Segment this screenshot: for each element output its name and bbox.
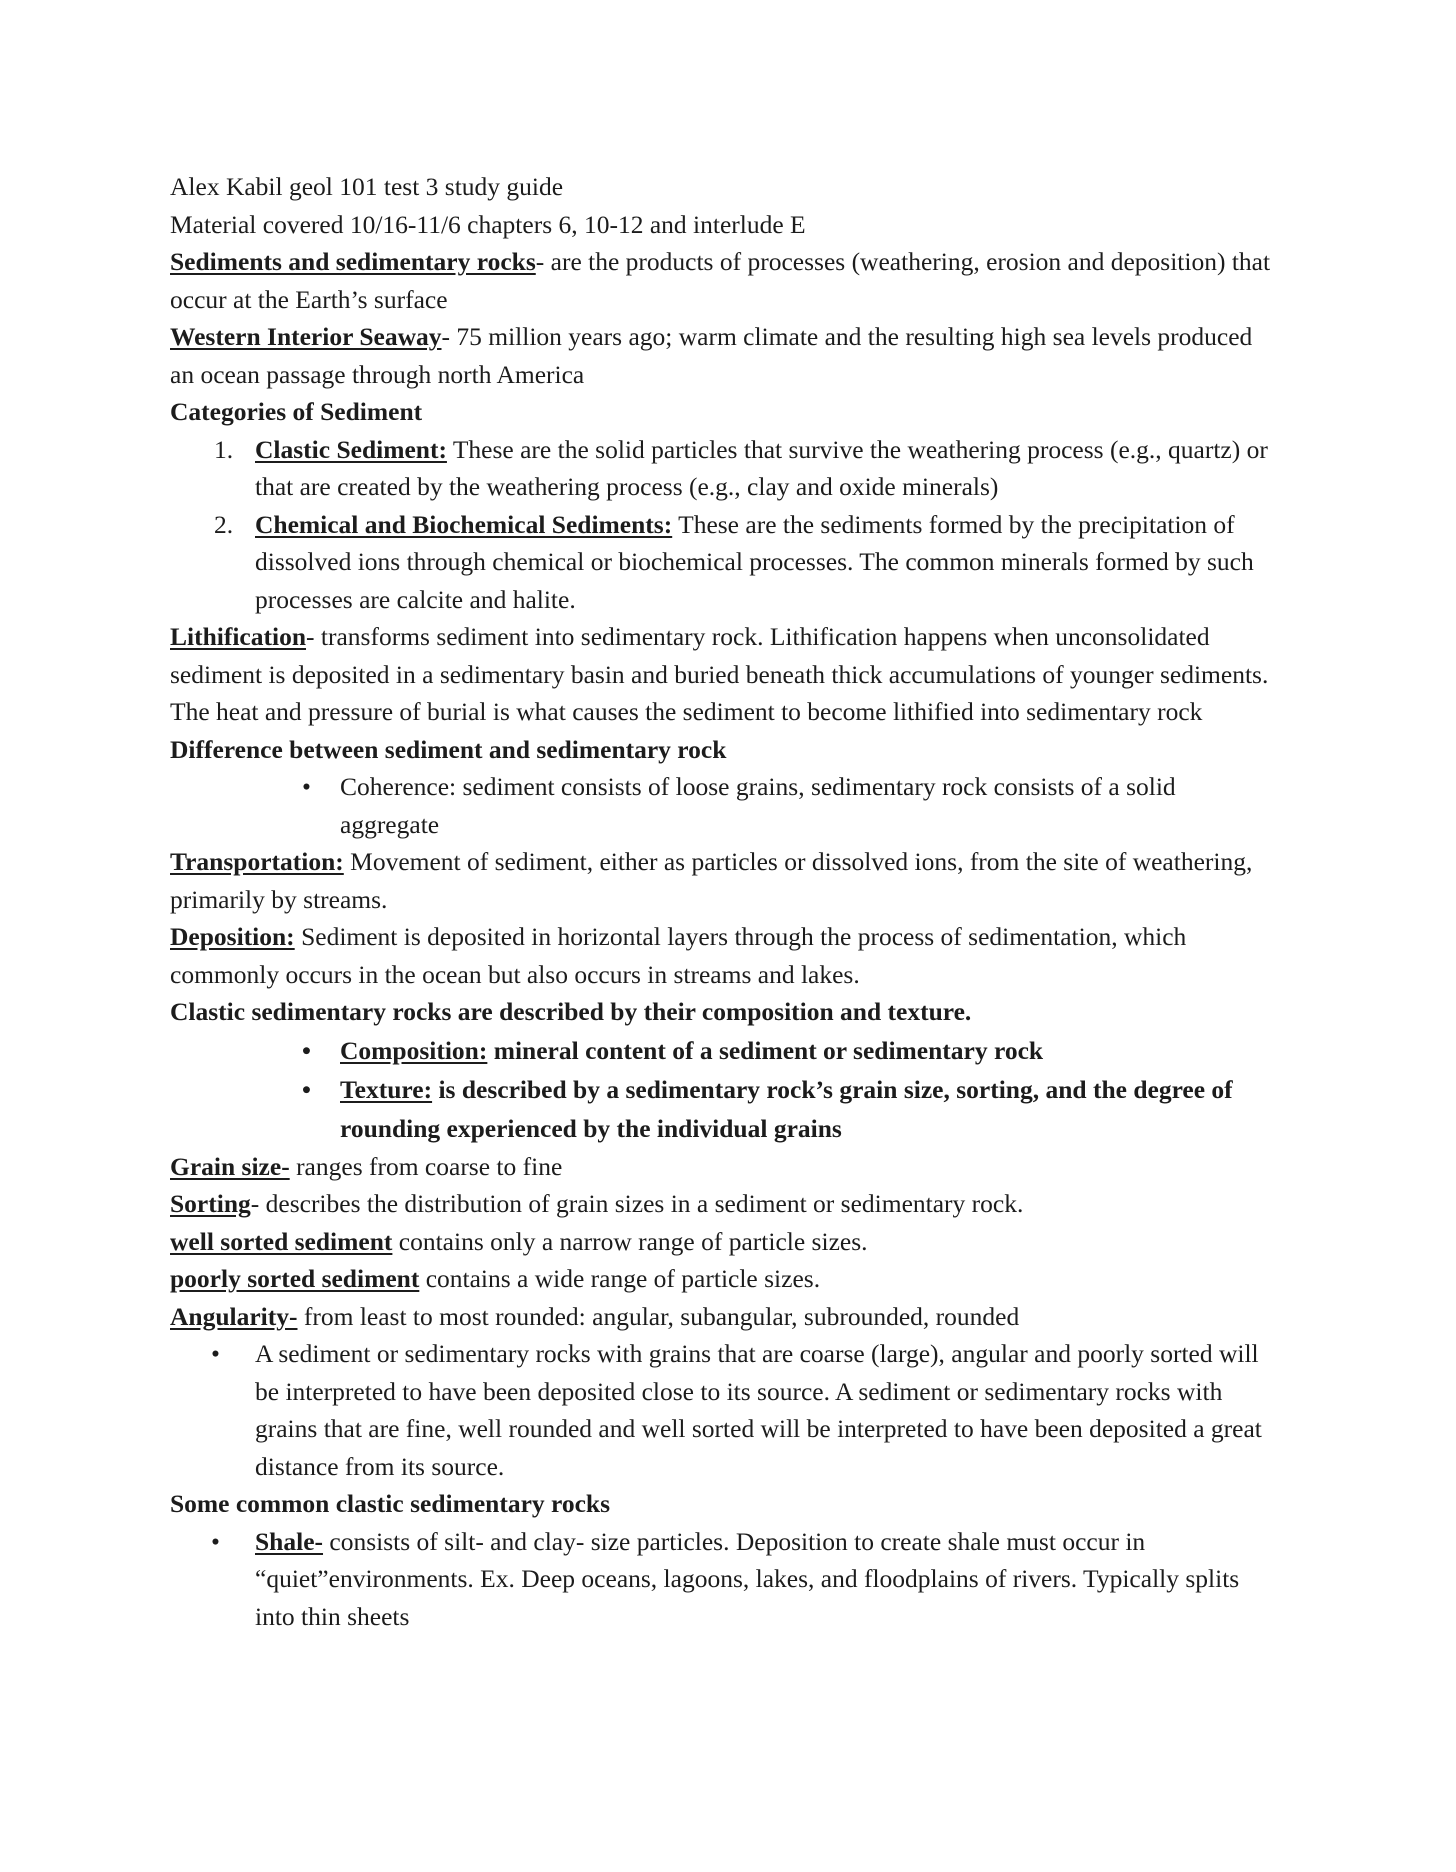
bullet-text: mineral content of a sediment or sedimentary rock <box>487 1035 1044 1065</box>
term-sorting: Sorting <box>170 1189 251 1218</box>
list-item <box>170 768 1280 843</box>
document-title: Alex Kabil geol 101 test 3 study guide <box>170 172 564 201</box>
definition-text: - 75 million years ago; warm climate and the resulting high sea levels produced an ocean passage through north America <box>170 322 1253 389</box>
term-seaway: Western Interior Seaway <box>170 322 442 351</box>
term-texture: Texture: <box>340 1074 433 1104</box>
definition-text: Sediment is deposited in horizontal layers through the process of sedimentation, which commonly occurs in the ocean but also occurs in streams and lakes. <box>170 922 1187 989</box>
list-item <box>170 431 1280 506</box>
definition-sorting <box>170 1185 1280 1223</box>
list-item <box>170 1523 1280 1636</box>
term-poorly-sorted: poorly sorted sediment <box>170 1264 420 1293</box>
categories-list <box>170 431 1280 619</box>
term-chemical-sediments: Chemical and Biochemical Sediments: <box>255 509 673 539</box>
definition-sediments <box>170 243 1280 318</box>
difference-list <box>170 768 1280 843</box>
definition-text: from least to most rounded: angular, subangular, subrounded, rounded <box>297 1301 1020 1331</box>
term-lithification: Lithification <box>170 622 307 651</box>
definition-text: - transforms sediment into sedimentary rock. Lithification happens when unconsolidated sediment is deposited in a sedimentary basin and buried beneath thick accumulations of younger sediments. The heat and pressure of burial is what causes the sediment to become lithified into sedimentary rock <box>170 622 1269 726</box>
term-well-sorted: well sorted sediment <box>170 1226 393 1256</box>
definition-poorly-sorted <box>170 1260 1280 1298</box>
term-clastic-sediment: Clastic Sediment: <box>255 434 447 464</box>
term-transportation: Transportation: <box>170 847 344 876</box>
definition-transportation <box>170 843 1280 918</box>
definition-grain-size <box>170 1148 1280 1186</box>
study-guide-page <box>170 168 1280 1635</box>
definition-lithification <box>170 618 1280 731</box>
definition-text: ranges from coarse to fine <box>289 1151 563 1181</box>
section-heading-clastic: Clastic sedimentary rocks are described by their composition and texture. <box>170 997 972 1026</box>
bullet-text: consists of silt- and clay- size particles. Deposition to create shale must occur in “quiet”environments. Ex. Deep oceans, lagoons, lakes, and floodplains of rivers. Typically splits into thin sheets <box>255 1526 1240 1631</box>
definition-text: These are the sediments formed by the precipitation of dissolved ions through chemical or biochemical processes. The common minerals formed by such processes are calcite and halite. <box>255 509 1254 614</box>
definition-seaway <box>170 318 1280 393</box>
list-number: 2. <box>214 509 234 539</box>
bullet-icon: • <box>211 1339 220 1368</box>
clastic-description-list <box>170 1031 1280 1148</box>
section-heading-common-rocks: Some common clastic sedimentary rocks <box>170 1489 611 1518</box>
definition-text: contains a wide range of particle sizes. <box>419 1264 821 1293</box>
bullet-text: Coherence: sediment consists of loose grains, sedimentary rock consists of a solid aggregate <box>340 772 1176 839</box>
list-number: 1. <box>214 434 234 464</box>
term-shale: Shale- <box>255 1526 324 1556</box>
definition-text: contains only a narrow range of particle sizes. <box>392 1226 868 1256</box>
bullet-icon: • <box>302 1074 311 1104</box>
term-composition: Composition: <box>340 1035 488 1065</box>
section-heading-difference: Difference between sediment and sedimentary rock <box>170 734 727 764</box>
section-heading-categories: Categories of Sediment <box>170 397 423 426</box>
term-angularity: Angularity- <box>170 1301 298 1331</box>
material-covered-line: Material covered 10/16-11/6 chapters 6, 10-12 and interlude E <box>170 209 806 239</box>
bullet-icon: • <box>302 1035 311 1065</box>
bullet-icon: • <box>211 1526 220 1556</box>
list-item <box>170 506 1280 619</box>
definition-text: - are the products of processes (weathering, erosion and deposition) that occur at the Earth’s surface <box>170 247 1271 314</box>
bullet-icon: • <box>302 772 311 801</box>
definition-angularity <box>170 1298 1280 1336</box>
definition-text: - describes the distribution of grain sizes in a sediment or sedimentary rock. <box>250 1189 1024 1218</box>
definition-deposition <box>170 918 1280 993</box>
list-item <box>170 1031 1280 1070</box>
bullet-text: is described by a sedimentary rock’s grain size, sorting, and the degree of rounding experienced by the individual grains <box>340 1074 1233 1143</box>
definition-well-sorted <box>170 1223 1280 1261</box>
term-sediments: Sediments and sedimentary rocks <box>170 247 536 276</box>
angularity-list <box>170 1335 1280 1485</box>
bullet-text: A sediment or sedimentary rocks with grains that are coarse (large), angular and poorly sorted will be interpreted to have been deposited close to its source. A sediment or sedimentary rocks with grains that are fine, well rounded and well sorted will be interpreted to have been deposited a great distance from its source. <box>255 1339 1262 1481</box>
term-grain-size: Grain size- <box>170 1151 290 1181</box>
list-item <box>170 1335 1280 1485</box>
term-deposition: Deposition: <box>170 922 295 951</box>
definition-text: These are the solid particles that survive the weathering process (e.g., quartz) or that are created by the weathering process (e.g., clay and oxide minerals) <box>255 434 1268 501</box>
list-item <box>170 1070 1280 1148</box>
definition-text: Movement of sediment, either as particles or dissolved ions, from the site of weathering, primarily by streams. <box>170 847 1253 914</box>
common-rocks-list <box>170 1523 1280 1636</box>
